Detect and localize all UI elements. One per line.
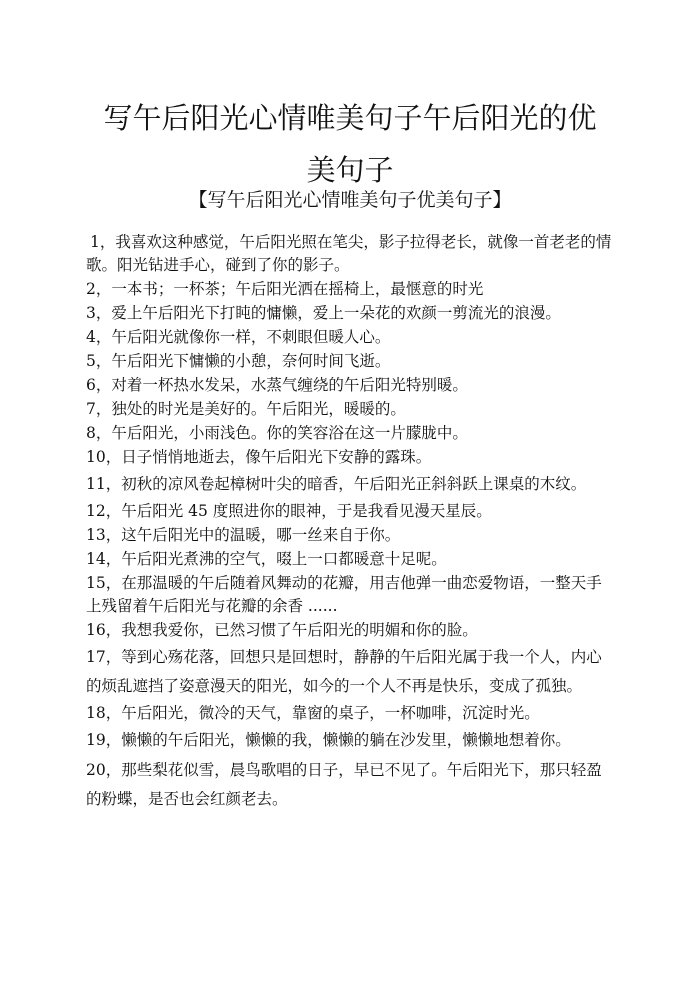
- list-item: 6，对着一杯热水发呆，水蒸气缠绕的午后阳光特别暖。: [86, 376, 468, 394]
- list-item: 3，爱上午后阳光下打盹的慵懒，爱上一朵花的欢颜一剪流光的浪漫。: [86, 304, 561, 322]
- list-item: 8，午后阳光，小雨浅色。你的笑容浴在这一片朦胧中。: [86, 424, 468, 442]
- list-item: 19，懒懒的午后阳光，懒懒的我，懒懒的躺在沙发里，懒懒地想着你。: [86, 731, 571, 749]
- list-item: 4，午后阳光就像你一样，不刺眼但暖人心。: [86, 328, 391, 346]
- list-item: 7，独处的时光是美好的。午后阳光，暖暖的。: [86, 400, 406, 418]
- list-item: 11，初秋的凉风卷起樟树叶尖的暗香，午后阳光正斜斜跃上课桌的木纹。: [86, 475, 587, 493]
- sentence-list: [86, 231, 616, 815]
- list-item: 14，午后阳光煮沸的空气，啜上一口都暖意十足呢。: [86, 550, 447, 568]
- title-line-1: 写午后阳光心情唯美句子午后阳光的优: [103, 101, 597, 135]
- list-item: 2，一本书；一杯茶；午后阳光洒在摇椅上，最惬意的时光: [86, 280, 484, 298]
- title-line-2: 美句子: [306, 153, 394, 187]
- list-item: 18，午后阳光，微冷的天气，靠窗的桌子，一杯咖啡，沉淀时光。: [86, 704, 540, 722]
- list-item: 15，在那温暖的午后随着风舞动的花瓣，用吉他弹一曲恋爱物语，一整天手上残留着午后阳光与花瓣的余香 ......: [86, 574, 602, 615]
- document-title: [70, 92, 630, 196]
- list-item: 13，这午后阳光中的温暖，哪一丝来自于你。: [86, 526, 401, 544]
- list-item: 10，日子悄悄地逝去，像午后阳光下安静的露珠。: [86, 448, 432, 466]
- list-item: 20，那些梨花似雪，晨鸟歌唱的日子，早已不见了。午后阳光下，那只轻盈的粉蝶，是否也会红颜老去。: [86, 761, 602, 808]
- list-item: 1，我喜欢这种感觉，午后阳光照在笔尖，影子拉得老长，就像一首老老的情歌。阳光钻进手心，碰到了你的影子。: [86, 233, 612, 274]
- document-subtitle: 【写午后阳光心情唯美句子优美句子】: [188, 189, 512, 211]
- list-item: 12，午后阳光 45 度照进你的眼神，于是我看见漫天星辰。: [86, 502, 492, 520]
- list-item: 5，午后阳光下慵懒的小憩，奈何时间飞逝。: [86, 352, 391, 370]
- list-item: 17，等到心殇花落，回想只是回想时，静静的午后阳光属于我一个人，内心的烦乱遮挡了姿意漫天的阳光，如今的一个人不再是快乐，变成了孤独。: [86, 648, 602, 695]
- list-item: 16，我想我爱你，已然习惯了午后阳光的明媚和你的脸。: [86, 621, 478, 639]
